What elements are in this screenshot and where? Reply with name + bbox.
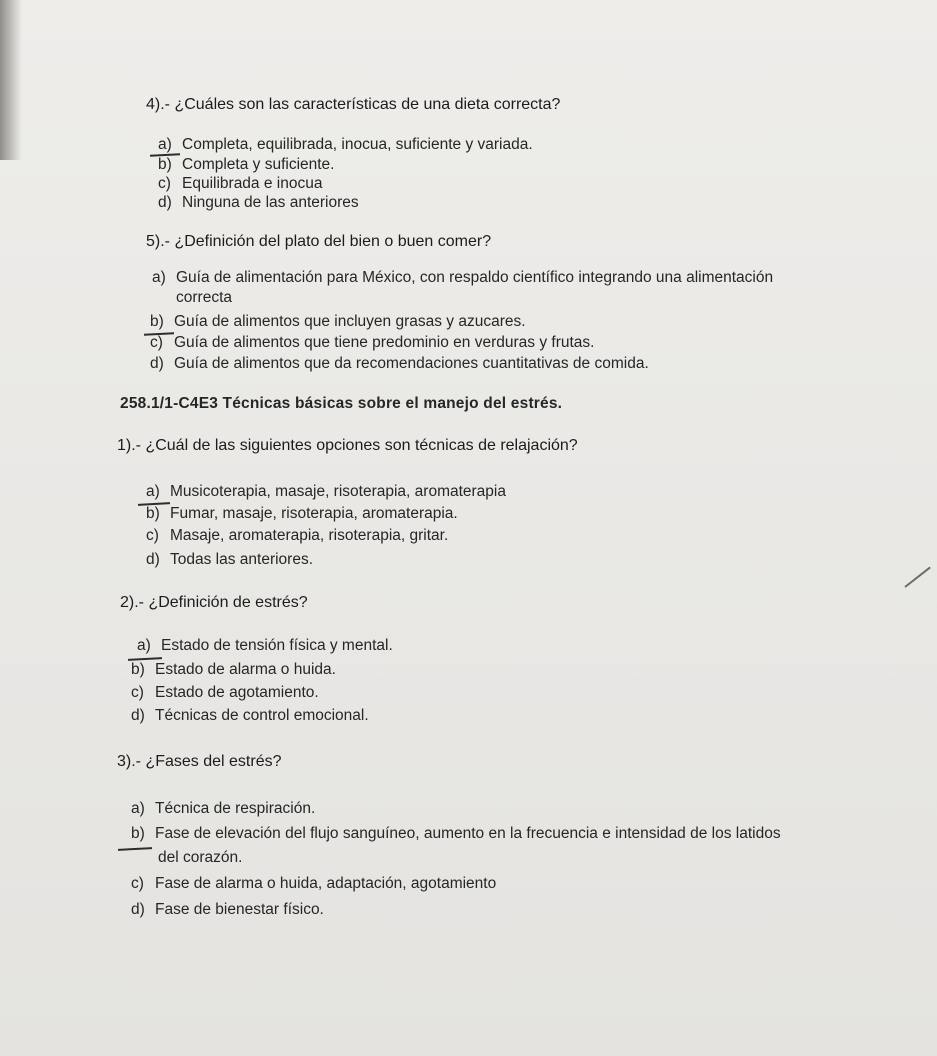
option-label: a) <box>158 136 172 153</box>
option-text: Masaje, aromaterapia, risoterapia, gritar. <box>170 527 449 544</box>
option-label: b) <box>131 825 145 842</box>
q2-option-d <box>131 707 369 725</box>
page-fold-line <box>904 567 930 588</box>
option-label: b) <box>150 313 164 330</box>
option-label: b) <box>158 156 172 173</box>
option-label: a) <box>146 483 160 500</box>
option-label: a) <box>137 637 151 654</box>
q3-option-b-continuation: del corazón. <box>158 849 243 866</box>
q5-option-b <box>150 313 526 331</box>
q5-option-a <box>152 269 773 287</box>
option-text: Guía de alimentos que incluyen grasas y azucares. <box>174 313 526 330</box>
q2-option-b <box>131 661 336 679</box>
option-text: Guía de alimentación para México, con respaldo científico integrando una alimentación <box>176 269 774 286</box>
option-label: c) <box>158 175 171 192</box>
option-label: d) <box>131 901 145 918</box>
option-label: a) <box>131 800 145 817</box>
option-text: Estado de alarma o huida. <box>155 661 336 678</box>
question-3: 3).- ¿Fases del estrés? <box>117 753 282 770</box>
q1-option-d <box>146 551 313 569</box>
option-label: a) <box>152 269 166 286</box>
option-label: c) <box>131 875 144 892</box>
q4-option-b <box>158 156 335 174</box>
option-text: Técnica de respiración. <box>155 800 316 817</box>
option-text: Completa y suficiente. <box>182 156 335 173</box>
q1-option-a <box>146 483 506 501</box>
option-label: c) <box>131 684 144 701</box>
q4-option-d <box>158 194 359 212</box>
q1-option-c <box>146 527 448 545</box>
option-text: Fase de bienestar físico. <box>155 901 324 918</box>
option-label: b) <box>146 505 160 522</box>
question-2: 2).- ¿Definición de estrés? <box>120 594 308 611</box>
option-label: b) <box>131 661 145 678</box>
q3-option-a <box>131 800 315 818</box>
q5-option-c <box>150 334 594 352</box>
q1-option-b <box>146 505 458 523</box>
answer-underline-mark <box>118 847 152 851</box>
option-text: Todas las anteriores. <box>170 551 314 568</box>
option-text: Ninguna de las anteriores <box>182 194 359 211</box>
option-text: Fase de alarma o huida, adaptación, agotamiento <box>155 875 497 892</box>
option-text: Guía de alimentos que da recomendaciones cuantitativas de comida. <box>174 355 649 372</box>
q4-option-c <box>158 175 322 193</box>
option-text: Equilibrada e inocua <box>182 175 323 192</box>
option-text: Musicoterapia, masaje, risoterapia, aromaterapia <box>170 483 506 500</box>
option-text: Completa, equilibrada, inocua, suficiente y variada. <box>182 136 533 153</box>
option-label: d) <box>146 551 160 568</box>
option-label: d) <box>150 355 164 372</box>
option-text: Fumar, masaje, risoterapia, aromaterapia. <box>170 505 458 522</box>
option-label: d) <box>158 194 172 211</box>
option-text: Estado de agotamiento. <box>155 684 319 701</box>
section-heading: 258.1/1-C4E3 Técnicas básicas sobre el manejo del estrés. <box>120 395 563 412</box>
question-5: 5).- ¿Definición del plato del bien o buen comer? <box>146 233 492 250</box>
option-text: Estado de tensión física y mental. <box>161 637 393 654</box>
q3-option-c <box>131 875 496 893</box>
q4-option-a <box>158 136 533 154</box>
q3-option-d <box>131 901 324 919</box>
option-label: d) <box>131 707 145 724</box>
q5-option-d <box>150 355 649 373</box>
option-label: c) <box>150 334 163 351</box>
option-text: Guía de alimentos que tiene predominio en verduras y frutas. <box>174 334 595 351</box>
option-text: Técnicas de control emocional. <box>155 707 369 724</box>
option-label: c) <box>146 527 159 544</box>
question-4: 4).- ¿Cuáles son las características de una dieta correcta? <box>146 96 561 113</box>
page-edge-shadow <box>0 0 22 160</box>
q2-option-a <box>137 637 393 655</box>
q2-option-c <box>131 684 319 702</box>
question-1: 1).- ¿Cuál de las siguientes opciones son técnicas de relajación? <box>117 437 578 454</box>
option-text: Fase de elevación del flujo sanguíneo, aumento en la frecuencia e intensidad de los latidos <box>155 825 781 842</box>
q5-option-a-continuation: correcta <box>176 289 232 306</box>
q3-option-b <box>131 825 781 843</box>
